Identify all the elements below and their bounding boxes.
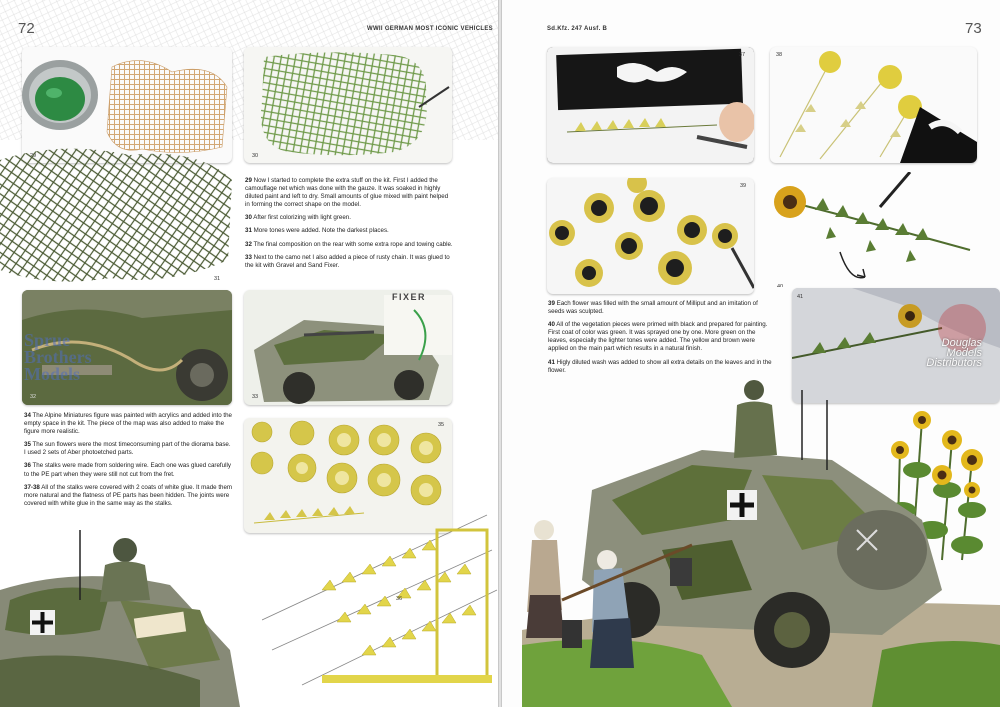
photo-30-green-net	[244, 47, 452, 163]
figure-number-36: 36	[396, 596, 403, 602]
figure-number-31: 31	[214, 276, 221, 282]
paragraph-36	[24, 462, 234, 478]
step-text: All of the vegetation pieces were primed with black and prepared for painting. First coat of color was green. It was sprayed one by one. More green on the leaves, especially the lighter tones were added. The yellow and brown were applied on the main part which results in a natural finish.	[548, 321, 768, 353]
step-number: 32	[245, 240, 252, 248]
paragraph-34	[24, 412, 234, 436]
photo-39-flower-heads	[547, 178, 754, 294]
step-text: The final composition on the rear with some extra rope and towing cable.	[251, 240, 453, 248]
watermark-line: Distributors	[926, 357, 982, 369]
step-number: 31	[245, 227, 252, 235]
photo-38-flower-stalks	[770, 47, 977, 163]
step-number: 30	[245, 214, 252, 222]
photo-37-glue-painting	[547, 47, 754, 163]
watermark-sprue-brothers	[24, 332, 92, 383]
paragraph-41	[548, 359, 774, 375]
fixer-bottle-label: FIXER	[392, 292, 427, 302]
paragraph-40	[548, 321, 774, 353]
paragraph-32	[245, 241, 453, 249]
step-text: Next to the camo net I also added a piece of rusty chain. It was glued to the kit with Gravel and Sand Fixer.	[245, 253, 450, 269]
figure-number-35: 35	[438, 422, 445, 428]
page-number: 73	[965, 20, 982, 37]
paragraph-33	[245, 254, 453, 270]
figure-number-38: 38	[776, 52, 783, 58]
step-text: Now I started to complete the extra stuff on the kit. First I added the camouflage net which was done with the gauze. It was soaked in highly diluted paint and left to dry. Small amounts of glue mixed with paint helped in forming the correct shape on the model.	[245, 177, 449, 209]
step-number: 34	[24, 412, 31, 419]
photo-31-camo-net	[0, 140, 235, 288]
step-number: 39	[548, 300, 555, 307]
page-number: 72	[18, 20, 35, 37]
photo-40-painted-stalk	[770, 172, 1000, 287]
text-block-steps-29-33	[245, 177, 453, 275]
step-number: 33	[245, 253, 252, 261]
watermark-line: Models	[946, 347, 982, 359]
step-number: 35	[24, 441, 31, 449]
running-head: Sd.Kfz. 247 Ausf. B	[547, 26, 608, 32]
figure-number-30: 30	[252, 153, 259, 159]
photo-36-pe-leaves	[262, 510, 498, 707]
figure-number-33: 33	[252, 394, 259, 400]
left-page	[0, 0, 498, 707]
step-text: Higly diluted wash was added to show all extra details on the leaves and in the flower.	[548, 358, 772, 374]
paragraph-31	[245, 227, 453, 235]
figure-number-37: 37	[739, 52, 746, 58]
step-number: 41	[548, 358, 555, 366]
photo-32-rear-composition	[22, 290, 232, 405]
step-text: After first colorizing with light green.	[251, 214, 351, 222]
step-number: 40	[548, 321, 555, 329]
figure-number-40: 40	[777, 284, 784, 287]
watermark-line: Brothers	[24, 347, 92, 367]
step-number: 29	[245, 177, 252, 184]
step-text: The sun flowers were the most timeconsuming part of the diorama base. I used 2 sets of Aber photoetched parts.	[24, 441, 231, 457]
text-block-steps-39-41	[548, 300, 774, 380]
step-number: 37-38	[24, 483, 40, 491]
step-text: More tones were added. Note the darkest places.	[251, 227, 389, 235]
paragraph-37-38	[24, 484, 234, 508]
step-text: The Alpine Miniatures figure was painted with acrylics and added into the empty space in the kit. The piece of the map was also added to make the figure more realistic.	[24, 412, 232, 436]
step-text: The stalks were made from soldering wire. Each one was glued carefully to the PE part when they were still not cut from the fret.	[24, 462, 231, 478]
watermark-douglas-models	[882, 338, 982, 368]
paragraph-30	[245, 214, 453, 222]
step-text: Each flower was filled with the small amount of Milliput and an imitation of seeds was sculpted.	[548, 300, 758, 316]
watermark-line: Douglas	[941, 337, 982, 349]
figure-number-41: 41	[797, 294, 804, 300]
paragraph-29	[245, 177, 453, 209]
figure-number-39: 39	[740, 183, 747, 189]
paragraph-35	[24, 441, 234, 457]
figure-number-32: 32	[30, 394, 37, 400]
diorama-main-image	[502, 380, 1000, 707]
photo-33-vehicle-chain	[244, 290, 452, 405]
step-text: All of the stalks were covered with 2 coats of white glue. It made them more natural and the flatness of PE parts has been hidden. The joints were covered with white glue in the same way as the stalks.	[24, 483, 233, 507]
text-block-steps-34-38	[24, 412, 234, 513]
right-page	[502, 0, 1000, 707]
watermark-line: Sprue	[24, 330, 71, 350]
paragraph-39	[548, 300, 774, 316]
photo-34-vehicle-with-figure	[0, 530, 262, 707]
step-number: 36	[24, 462, 31, 470]
running-head: WWII GERMAN MOST ICONIC VEHICLES	[367, 26, 493, 32]
watermark-line: Models	[24, 364, 80, 384]
